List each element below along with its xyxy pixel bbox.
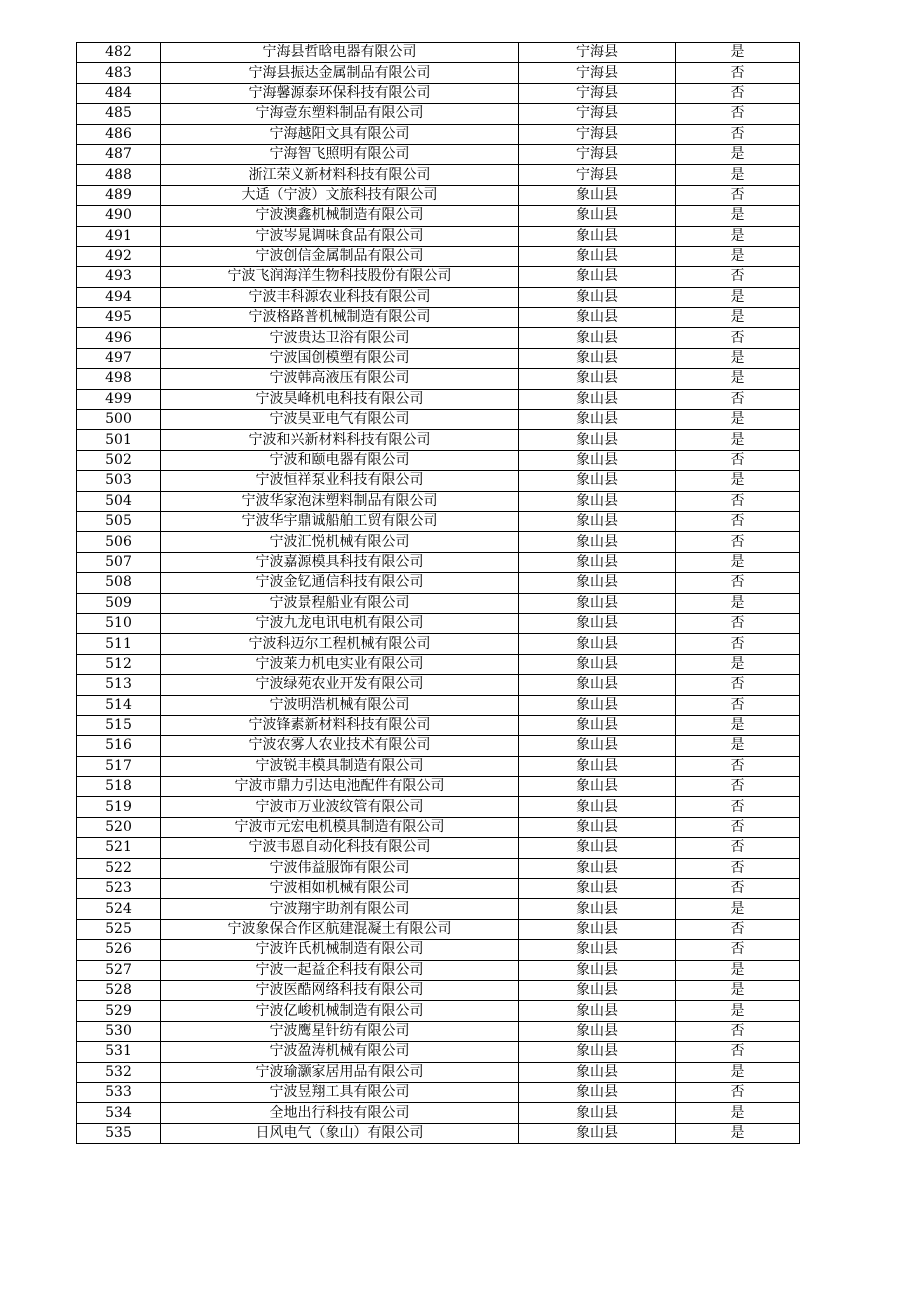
table-row (77, 369, 800, 389)
company-name-cell: 宁波国创模塑有限公司 (161, 348, 519, 368)
row-number-cell: 516 (77, 736, 161, 756)
table-row (77, 246, 800, 266)
row-number-cell: 532 (77, 1062, 161, 1082)
county-cell: 象山县 (519, 675, 676, 695)
row-number-cell: 527 (77, 960, 161, 980)
table-row (77, 287, 800, 307)
company-name-cell: 宁海县振达金属制品有限公司 (161, 63, 519, 83)
row-number-cell: 492 (77, 246, 161, 266)
flag-cell: 是 (676, 165, 800, 185)
row-number-cell: 485 (77, 104, 161, 124)
table-row (77, 817, 800, 837)
county-cell: 象山县 (519, 654, 676, 674)
row-number-cell: 501 (77, 430, 161, 450)
county-cell: 象山县 (519, 185, 676, 205)
table-row (77, 511, 800, 531)
county-cell: 象山县 (519, 736, 676, 756)
company-name-cell: 宁波市元宏电机模具制造有限公司 (161, 817, 519, 837)
row-number-cell: 487 (77, 144, 161, 164)
company-name-cell: 宁波许氏机械制造有限公司 (161, 940, 519, 960)
row-number-cell: 520 (77, 817, 161, 837)
flag-cell: 是 (676, 654, 800, 674)
table-row (77, 83, 800, 103)
company-name-cell: 宁波昊亚电气有限公司 (161, 410, 519, 430)
county-cell: 象山县 (519, 287, 676, 307)
table-row (77, 919, 800, 939)
county-cell: 象山县 (519, 1082, 676, 1102)
company-name-cell: 宁波伟益服饰有限公司 (161, 858, 519, 878)
flag-cell: 是 (676, 308, 800, 328)
table-row (77, 185, 800, 205)
row-number-cell: 490 (77, 206, 161, 226)
row-number-cell: 518 (77, 777, 161, 797)
flag-cell: 否 (676, 675, 800, 695)
flag-cell: 是 (676, 430, 800, 450)
row-number-cell: 496 (77, 328, 161, 348)
flag-cell: 否 (676, 1042, 800, 1062)
table-row (77, 532, 800, 552)
flag-cell: 是 (676, 246, 800, 266)
county-cell: 象山县 (519, 858, 676, 878)
company-table (76, 42, 800, 1144)
county-cell: 象山县 (519, 267, 676, 287)
table-row (77, 736, 800, 756)
table-row (77, 144, 800, 164)
company-name-cell: 宁波绿苑农业开发有限公司 (161, 675, 519, 695)
row-number-cell: 505 (77, 511, 161, 531)
company-name-cell: 宁波亿峻机械制造有限公司 (161, 1001, 519, 1021)
county-cell: 象山县 (519, 899, 676, 919)
table-row (77, 124, 800, 144)
flag-cell: 否 (676, 491, 800, 511)
table-row (77, 634, 800, 654)
row-number-cell: 529 (77, 1001, 161, 1021)
flag-cell: 是 (676, 144, 800, 164)
row-number-cell: 531 (77, 1042, 161, 1062)
table-row (77, 471, 800, 491)
table-row (77, 756, 800, 776)
company-name-cell: 宁波韦恩自动化科技有限公司 (161, 838, 519, 858)
flag-cell: 否 (676, 919, 800, 939)
flag-cell: 否 (676, 1021, 800, 1041)
table-row (77, 1062, 800, 1082)
county-cell: 象山县 (519, 471, 676, 491)
flag-cell: 否 (676, 124, 800, 144)
table-row (77, 613, 800, 633)
company-name-cell: 全地出行科技有限公司 (161, 1103, 519, 1123)
row-number-cell: 502 (77, 450, 161, 470)
county-cell: 象山县 (519, 1103, 676, 1123)
row-number-cell: 499 (77, 389, 161, 409)
company-name-cell: 宁波金钇通信科技有限公司 (161, 573, 519, 593)
company-name-cell: 宁海智飞照明有限公司 (161, 144, 519, 164)
table-row (77, 858, 800, 878)
table-row (77, 348, 800, 368)
row-number-cell: 500 (77, 410, 161, 430)
company-name-cell: 宁海馨源泰环保科技有限公司 (161, 83, 519, 103)
table-row (77, 838, 800, 858)
row-number-cell: 484 (77, 83, 161, 103)
table-row (77, 430, 800, 450)
flag-cell: 否 (676, 104, 800, 124)
county-cell: 象山县 (519, 593, 676, 613)
flag-cell: 是 (676, 552, 800, 572)
flag-cell: 否 (676, 63, 800, 83)
county-cell: 象山县 (519, 246, 676, 266)
company-name-cell: 宁波昱翔工具有限公司 (161, 1082, 519, 1102)
company-name-cell: 宁波贵达卫浴有限公司 (161, 328, 519, 348)
county-cell: 象山县 (519, 410, 676, 430)
county-cell: 象山县 (519, 328, 676, 348)
flag-cell: 否 (676, 817, 800, 837)
county-cell: 宁海县 (519, 165, 676, 185)
flag-cell: 否 (676, 83, 800, 103)
company-name-cell: 宁波锋素新材料科技有限公司 (161, 715, 519, 735)
county-cell: 象山县 (519, 919, 676, 939)
row-number-cell: 498 (77, 369, 161, 389)
company-name-cell: 宁波韩高液压有限公司 (161, 369, 519, 389)
county-cell: 象山县 (519, 1021, 676, 1041)
row-number-cell: 521 (77, 838, 161, 858)
table-row (77, 1021, 800, 1041)
flag-cell: 是 (676, 287, 800, 307)
county-cell: 象山县 (519, 552, 676, 572)
county-cell: 象山县 (519, 756, 676, 776)
row-number-cell: 512 (77, 654, 161, 674)
county-cell: 象山县 (519, 573, 676, 593)
table-row (77, 410, 800, 430)
company-name-cell: 宁波岑晁调味食品有限公司 (161, 226, 519, 246)
table-row (77, 777, 800, 797)
flag-cell: 否 (676, 511, 800, 531)
county-cell: 象山县 (519, 879, 676, 899)
row-number-cell: 510 (77, 613, 161, 633)
flag-cell: 是 (676, 1062, 800, 1082)
flag-cell: 是 (676, 960, 800, 980)
company-name-cell: 宁波景程船业有限公司 (161, 593, 519, 613)
table-row (77, 797, 800, 817)
table-row (77, 328, 800, 348)
table-row (77, 450, 800, 470)
table-row (77, 1001, 800, 1021)
flag-cell: 否 (676, 185, 800, 205)
county-cell: 宁海县 (519, 124, 676, 144)
table-row (77, 654, 800, 674)
row-number-cell: 493 (77, 267, 161, 287)
county-cell: 象山县 (519, 960, 676, 980)
county-cell: 象山县 (519, 777, 676, 797)
company-name-cell: 宁海壹东塑料制品有限公司 (161, 104, 519, 124)
row-number-cell: 495 (77, 308, 161, 328)
flag-cell: 否 (676, 695, 800, 715)
table-row (77, 940, 800, 960)
county-cell: 象山县 (519, 817, 676, 837)
county-cell: 象山县 (519, 1001, 676, 1021)
flag-cell: 否 (676, 267, 800, 287)
table-row (77, 389, 800, 409)
company-name-cell: 宁波嘉源模具科技有限公司 (161, 552, 519, 572)
company-name-cell: 宁波和颐电器有限公司 (161, 450, 519, 470)
flag-cell: 否 (676, 838, 800, 858)
company-name-cell: 宁波相如机械有限公司 (161, 879, 519, 899)
company-name-cell: 宁波农雾人农业技术有限公司 (161, 736, 519, 756)
table-row (77, 573, 800, 593)
company-name-cell: 大适（宁波）文旅科技有限公司 (161, 185, 519, 205)
company-name-cell: 宁波鹰星针纺有限公司 (161, 1021, 519, 1041)
company-name-cell: 宁波创信金属制品有限公司 (161, 246, 519, 266)
flag-cell: 否 (676, 940, 800, 960)
table-row (77, 899, 800, 919)
flag-cell: 是 (676, 369, 800, 389)
row-number-cell: 488 (77, 165, 161, 185)
county-cell: 象山县 (519, 940, 676, 960)
company-name-cell: 宁波锐丰模具制造有限公司 (161, 756, 519, 776)
company-name-cell: 宁波科迈尔工程机械有限公司 (161, 634, 519, 654)
table-row (77, 593, 800, 613)
company-name-cell: 宁波华家泡沫塑料制品有限公司 (161, 491, 519, 511)
flag-cell: 否 (676, 1082, 800, 1102)
company-name-cell: 宁波翔宇助剂有限公司 (161, 899, 519, 919)
flag-cell: 是 (676, 410, 800, 430)
table-row (77, 695, 800, 715)
company-name-cell: 宁波华宇鼎诚船舶工贸有限公司 (161, 511, 519, 531)
table-row (77, 43, 800, 63)
row-number-cell: 524 (77, 899, 161, 919)
row-number-cell: 513 (77, 675, 161, 695)
flag-cell: 是 (676, 715, 800, 735)
flag-cell: 是 (676, 899, 800, 919)
flag-cell: 否 (676, 879, 800, 899)
row-number-cell: 522 (77, 858, 161, 878)
flag-cell: 否 (676, 389, 800, 409)
company-name-cell: 日风电气（象山）有限公司 (161, 1123, 519, 1143)
table-row (77, 1082, 800, 1102)
county-cell: 象山县 (519, 1042, 676, 1062)
row-number-cell: 528 (77, 980, 161, 1000)
county-cell: 象山县 (519, 797, 676, 817)
table-row (77, 552, 800, 572)
flag-cell: 否 (676, 777, 800, 797)
company-name-cell: 宁波恒祥泵业科技有限公司 (161, 471, 519, 491)
flag-cell: 是 (676, 1103, 800, 1123)
company-name-cell: 宁波医酷网络科技有限公司 (161, 980, 519, 1000)
row-number-cell: 523 (77, 879, 161, 899)
table-body (77, 43, 800, 1144)
company-name-cell: 宁波盈涛机械有限公司 (161, 1042, 519, 1062)
table-row (77, 226, 800, 246)
company-name-cell: 宁波昊峰机电科技有限公司 (161, 389, 519, 409)
row-number-cell: 494 (77, 287, 161, 307)
county-cell: 宁海县 (519, 63, 676, 83)
county-cell: 象山县 (519, 348, 676, 368)
company-name-cell: 宁波汇悦机械有限公司 (161, 532, 519, 552)
flag-cell: 是 (676, 471, 800, 491)
company-name-cell: 宁海越阳文具有限公司 (161, 124, 519, 144)
flag-cell: 是 (676, 593, 800, 613)
flag-cell: 否 (676, 756, 800, 776)
table-row (77, 1123, 800, 1143)
company-name-cell: 宁波象保合作区航建混凝土有限公司 (161, 919, 519, 939)
row-number-cell: 533 (77, 1082, 161, 1102)
company-name-cell: 宁波明浩机械有限公司 (161, 695, 519, 715)
row-number-cell: 509 (77, 593, 161, 613)
flag-cell: 否 (676, 797, 800, 817)
flag-cell: 否 (676, 450, 800, 470)
county-cell: 宁海县 (519, 144, 676, 164)
company-name-cell: 浙江荣义新材料科技有限公司 (161, 165, 519, 185)
county-cell: 宁海县 (519, 43, 676, 63)
flag-cell: 是 (676, 980, 800, 1000)
county-cell: 象山县 (519, 1123, 676, 1143)
table-row (77, 104, 800, 124)
row-number-cell: 483 (77, 63, 161, 83)
county-cell: 象山县 (519, 308, 676, 328)
row-number-cell: 503 (77, 471, 161, 491)
table-row (77, 879, 800, 899)
row-number-cell: 517 (77, 756, 161, 776)
company-name-cell: 宁波澳鑫机械制造有限公司 (161, 206, 519, 226)
county-cell: 宁海县 (519, 83, 676, 103)
row-number-cell: 515 (77, 715, 161, 735)
flag-cell: 否 (676, 613, 800, 633)
company-name-cell: 宁波和兴新材料科技有限公司 (161, 430, 519, 450)
flag-cell: 否 (676, 634, 800, 654)
table-row (77, 1103, 800, 1123)
flag-cell: 是 (676, 43, 800, 63)
row-number-cell: 535 (77, 1123, 161, 1143)
flag-cell: 是 (676, 206, 800, 226)
table-row (77, 206, 800, 226)
table-row (77, 63, 800, 83)
county-cell: 象山县 (519, 206, 676, 226)
row-number-cell: 519 (77, 797, 161, 817)
row-number-cell: 525 (77, 919, 161, 939)
row-number-cell: 506 (77, 532, 161, 552)
flag-cell: 是 (676, 1123, 800, 1143)
company-name-cell: 宁波莱力机电实业有限公司 (161, 654, 519, 674)
row-number-cell: 497 (77, 348, 161, 368)
county-cell: 象山县 (519, 369, 676, 389)
company-name-cell: 宁海县哲晗电器有限公司 (161, 43, 519, 63)
table-row (77, 980, 800, 1000)
row-number-cell: 504 (77, 491, 161, 511)
row-number-cell: 526 (77, 940, 161, 960)
county-cell: 象山县 (519, 715, 676, 735)
county-cell: 象山县 (519, 430, 676, 450)
table-row (77, 715, 800, 735)
row-number-cell: 486 (77, 124, 161, 144)
row-number-cell: 530 (77, 1021, 161, 1041)
row-number-cell: 514 (77, 695, 161, 715)
flag-cell: 否 (676, 328, 800, 348)
county-cell: 象山县 (519, 634, 676, 654)
county-cell: 象山县 (519, 532, 676, 552)
county-cell: 象山县 (519, 491, 676, 511)
company-name-cell: 宁波一起益企科技有限公司 (161, 960, 519, 980)
county-cell: 象山县 (519, 838, 676, 858)
county-cell: 宁海县 (519, 104, 676, 124)
flag-cell: 是 (676, 1001, 800, 1021)
flag-cell: 否 (676, 858, 800, 878)
flag-cell: 是 (676, 736, 800, 756)
row-number-cell: 507 (77, 552, 161, 572)
county-cell: 象山县 (519, 613, 676, 633)
row-number-cell: 489 (77, 185, 161, 205)
company-name-cell: 宁波九龙电讯电机有限公司 (161, 613, 519, 633)
row-number-cell: 511 (77, 634, 161, 654)
table-row (77, 960, 800, 980)
company-name-cell: 宁波丰科源农业科技有限公司 (161, 287, 519, 307)
county-cell: 象山县 (519, 980, 676, 1000)
flag-cell: 否 (676, 573, 800, 593)
row-number-cell: 491 (77, 226, 161, 246)
county-cell: 象山县 (519, 226, 676, 246)
company-name-cell: 宁波市万业波纹管有限公司 (161, 797, 519, 817)
company-name-cell: 宁波飞润海洋生物科技股份有限公司 (161, 267, 519, 287)
flag-cell: 是 (676, 348, 800, 368)
flag-cell: 否 (676, 532, 800, 552)
company-name-cell: 宁波瑜灏家居用品有限公司 (161, 1062, 519, 1082)
county-cell: 象山县 (519, 1062, 676, 1082)
table-row (77, 165, 800, 185)
county-cell: 象山县 (519, 511, 676, 531)
county-cell: 象山县 (519, 695, 676, 715)
company-name-cell: 宁波格路普机械制造有限公司 (161, 308, 519, 328)
table-row (77, 308, 800, 328)
row-number-cell: 482 (77, 43, 161, 63)
flag-cell: 是 (676, 226, 800, 246)
table-row (77, 675, 800, 695)
table-row (77, 267, 800, 287)
row-number-cell: 534 (77, 1103, 161, 1123)
table-row (77, 1042, 800, 1062)
county-cell: 象山县 (519, 450, 676, 470)
table-row (77, 491, 800, 511)
county-cell: 象山县 (519, 389, 676, 409)
row-number-cell: 508 (77, 573, 161, 593)
company-name-cell: 宁波市鼎力引达电池配件有限公司 (161, 777, 519, 797)
